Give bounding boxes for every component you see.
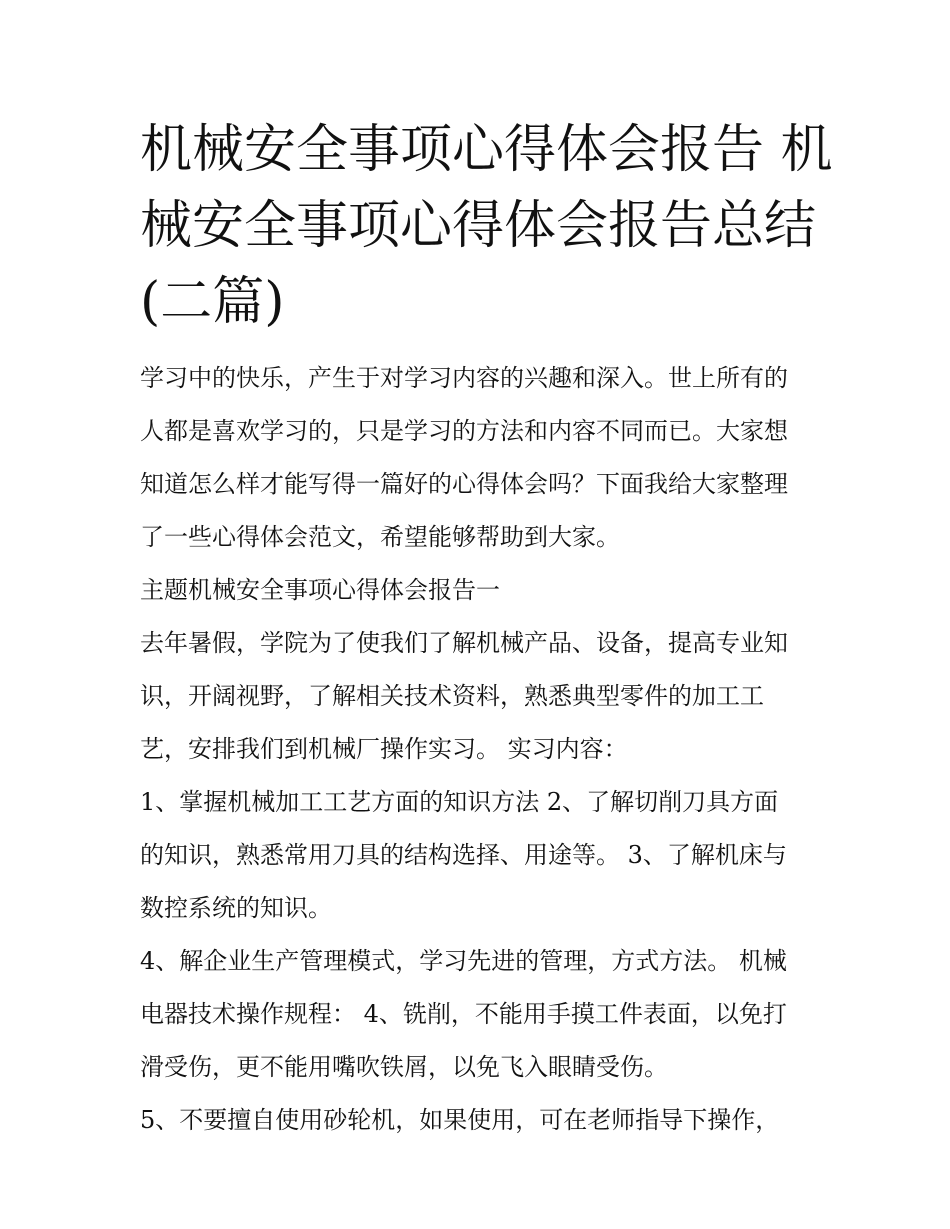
document-title xyxy=(140,112,833,340)
list-item-line: 滑受伤，更不能用嘴吹铁屑，以免飞入眼睛受伤。 xyxy=(140,1053,668,1081)
paragraph-line: 去年暑假，学院为了使我们了解机械产品、设备，提高专业知 xyxy=(140,629,788,657)
paragraph-line: 识，开阔视野，了解相关技术资料，熟悉典型零件的加工工 xyxy=(140,682,764,710)
section-heading: 主题机械安全事项心得体会报告一 xyxy=(140,576,500,604)
intro-paragraph-line: 人都是喜欢学习的，只是学习的方法和内容不同而已。大家想 xyxy=(140,417,788,445)
paragraph-line: 艺，安排我们到机械厂操作实习。 实习内容： xyxy=(140,735,628,763)
list-item-line: 1、掌握机械加工工艺方面的知识方法 2、了解切削刀具方面 xyxy=(140,788,779,816)
title-line-1: 机械安全事项心得体会报告 机 xyxy=(140,120,833,180)
document-body xyxy=(140,352,820,1147)
title-line-2: 械安全事项心得体会报告总结 xyxy=(140,196,817,256)
list-item-line: 5、不要擅自使用砂轮机，如果使用，可在老师指导下操作， xyxy=(140,1106,780,1134)
list-item-line: 的知识，熟悉常用刀具的结构选择、用途等。 3、了解机床与 xyxy=(140,841,787,869)
intro-paragraph-line: 了一些心得体会范文，希望能够帮助到大家。 xyxy=(140,523,620,551)
list-item-line: 电器技术操作规程： 4、铣削，不能用手摸工件表面，以免打 xyxy=(140,1000,787,1028)
intro-paragraph-line: 学习中的快乐，产生于对学习内容的兴趣和深入。世上所有的 xyxy=(140,364,788,392)
list-item-line: 数控系统的知识。 xyxy=(140,894,332,922)
title-line-3: (二篇) xyxy=(140,272,285,332)
list-item-line: 4、解企业生产管理模式，学习先进的管理，方式方法。 机械 xyxy=(140,947,787,975)
intro-paragraph-line: 知道怎么样才能写得一篇好的心得体会吗？下面我给大家整理 xyxy=(140,470,788,498)
